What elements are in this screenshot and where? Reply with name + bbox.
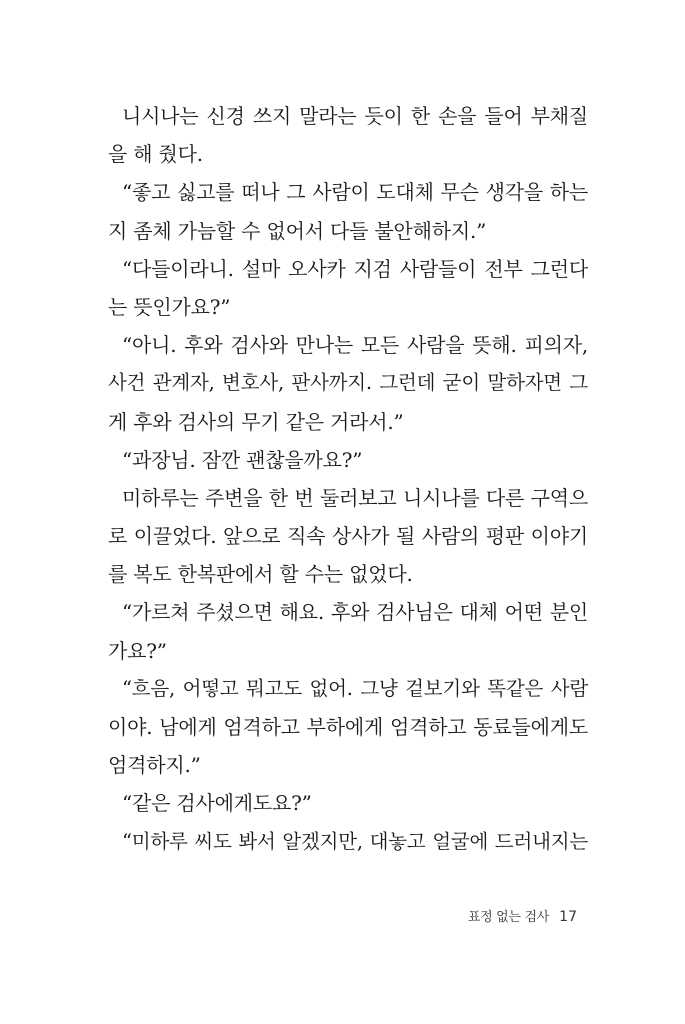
text-line: “과장님. 잠깐 괜찮을까요?”: [122, 447, 363, 472]
running-title: 표정 없는 검사: [467, 910, 550, 925]
text-line: 를 복도 한복판에서 할 수는 없었다.: [108, 562, 413, 587]
text-line: “흐음, 어떻고 뭐고도 없어. 그냥 겉보기와 똑같은 사람: [122, 676, 588, 700]
text-line: “같은 검사에게도요?”: [122, 791, 312, 816]
text-line: “아니. 후와 검사와 만나는 모든 사람을 뜻해. 피의자,: [122, 333, 588, 358]
text-line: 을 해 줬다.: [108, 142, 203, 167]
page-number: 17: [559, 909, 577, 925]
text-line: 게 후와 검사의 무기 같은 거라서.”: [108, 409, 404, 434]
text-line: 로 이끌었다. 앞으로 직속 상사가 될 사람의 평판 이야기: [108, 524, 588, 549]
body-text: [108, 97, 588, 861]
text-line: 는 뜻인가요?”: [108, 294, 231, 319]
text-line: “좋고 싫고를 떠나 그 사람이 도대체 무슨 생각을 하는: [122, 180, 588, 205]
text-line: “가르쳐 주셨으면 해요. 후와 검사님은 대체 어떤 분인: [122, 600, 588, 625]
page-footer: [468, 906, 577, 925]
text-line: 지 좀체 가늠할 수 없어서 다들 불안해하지.”: [108, 218, 487, 243]
text-line: 사건 관계자, 변호사, 판사까지. 그런데 굳이 말하자면 그: [108, 371, 588, 395]
text-line: 미하루는 주변을 한 번 둘러보고 니시나를 다른 구역으: [122, 485, 588, 510]
text-line: “다들이라니. 설마 오사카 지검 사람들이 전부 그런다: [122, 256, 588, 281]
text-line: 가요?”: [108, 638, 167, 663]
text-line: “미하루 씨도 봐서 알겠지만, 대놓고 얼굴에 드러내지는: [122, 829, 588, 853]
text-line: 이야. 남에게 엄격하고 부하에게 엄격하고 동료들에게도: [108, 715, 588, 739]
text-line: 엄격하지.”: [108, 753, 201, 778]
text-line: 니시나는 신경 쓰지 말라는 듯이 한 손을 들어 부채질: [122, 104, 588, 128]
